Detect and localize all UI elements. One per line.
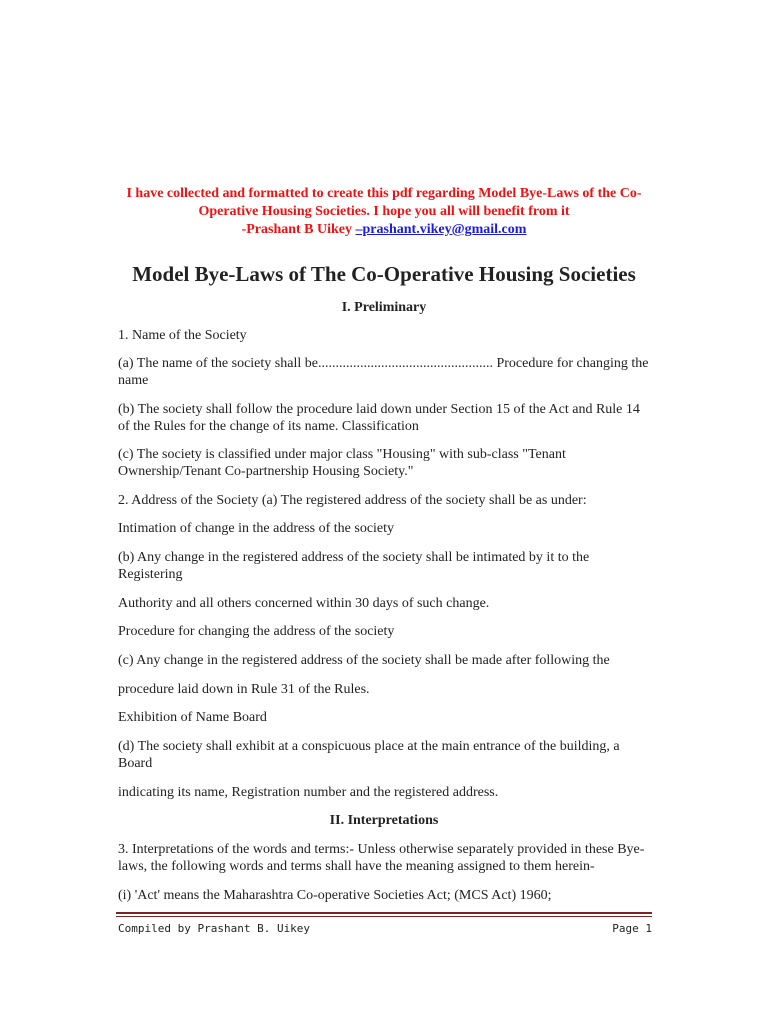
paragraph-7: (b) Any change in the registered address of the society shall be intimated by it to the Registering: [118, 550, 590, 582]
paragraph-16: (i) 'Act' means the Maharashtra Co-operative Societies Act; (MCS Act) 1960;: [118, 888, 552, 903]
paragraph-15: 3. Interpretations of the words and terms:- Unless otherwise separately provided in these Bye-laws, the following words and terms shall have the meaning assigned to them herein-: [118, 842, 645, 874]
intro-note: [100, 185, 668, 239]
paragraph-1: 1. Name of the Society: [118, 328, 247, 343]
paragraph-6: Intimation of change in the address of the society: [118, 521, 395, 536]
intro-author: -Prashant B Uikey: [241, 222, 356, 237]
section-heading-interpretations: II. Interpretations: [329, 813, 439, 828]
section-heading-preliminary: I. Preliminary: [341, 300, 427, 315]
paragraph-4: (c) The society is classified under major class "Housing" with sub-class "Tenant Ownership/Tenant Co-partnership Housing Society.": [118, 447, 566, 479]
paragraph-8: Authority and all others concerned within 30 days of such change.: [118, 596, 490, 611]
paragraph-9: Procedure for changing the address of the society: [118, 624, 395, 639]
paragraph-13: (d) The society shall exhibit at a conspicuous place at the main entrance of the building, a Board: [118, 739, 620, 771]
intro-line-1: I have collected and formatted to create this pdf regarding Model Bye-Laws of the Co-: [126, 186, 642, 201]
intro-author-line: [100, 221, 668, 239]
author-email-link[interactable]: –prashant.vikey@gmail.com: [355, 222, 527, 237]
paragraph-12: Exhibition of Name Board: [118, 710, 267, 725]
paragraph-3: (b) The society shall follow the procedure laid down under Section 15 of the Act and Rule 14 of the Rules for the change of its name. Classification: [118, 402, 640, 434]
paragraph-11: procedure laid down in Rule 31 of the Rules.: [118, 682, 370, 697]
footer-compiled-by: Compiled by Prashant B. Uikey: [118, 922, 311, 935]
paragraph-2: (a) The name of the society shall be.................................................. Procedure for changing the name: [118, 356, 649, 388]
paragraph-10: (c) Any change in the registered address of the society shall be made after following the: [118, 653, 610, 668]
footer-rule-thick: [116, 912, 652, 914]
document-title: Model Bye-Laws of The Co-Operative Housing Societies: [132, 262, 636, 286]
footer-rule-thin: [116, 916, 652, 917]
paragraph-5: 2. Address of the Society (a) The registered address of the society shall be as under:: [118, 493, 587, 508]
intro-line-2: Operative Housing Societies. I hope you all will benefit from it: [198, 204, 570, 219]
footer-page-number: Page 1: [612, 922, 652, 935]
paragraph-14: indicating its name, Registration number and the registered address.: [118, 785, 499, 800]
